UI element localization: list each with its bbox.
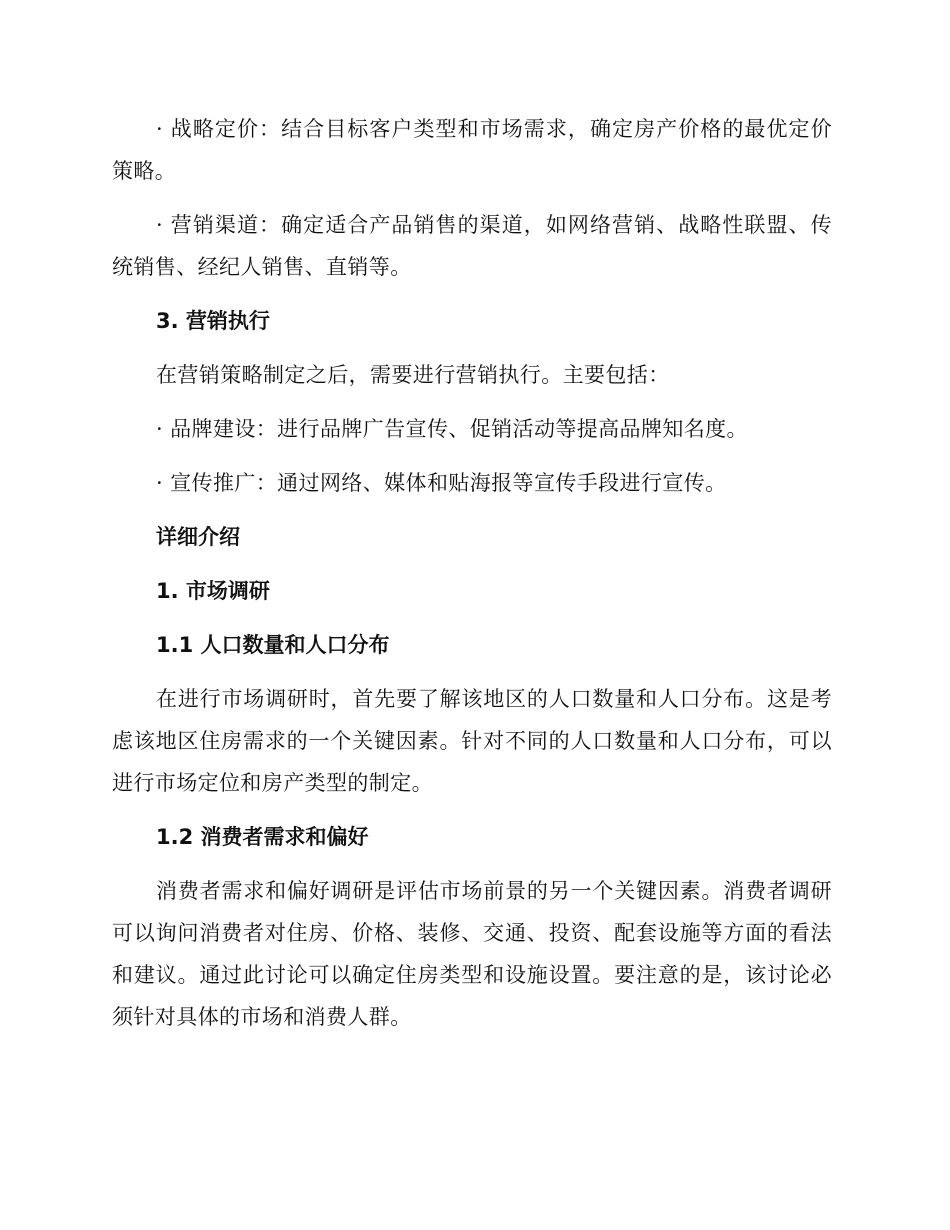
paragraph-population: 在进行市场调研时，首先要了解该地区的人口数量和人口分布。这是考虑该地区住房需求的一个关键因素。针对不同的人口数量和人口分布，可以进行市场定位和房产类型的制定。: [112, 687, 832, 795]
bullet-brand-building: · 品牌建设：进行品牌广告宣传、促销活动等提高品牌知名度。: [156, 417, 748, 441]
document-page: [112, 108, 832, 1038]
bullet-strategic-pricing: · 战略定价：结合目标客户类型和市场需求，确定房产价格的最优定价策略。: [112, 117, 832, 183]
bullet-promotion: · 宣传推广：通过网络、媒体和贴海报等宣传手段进行宣传。: [156, 471, 727, 495]
heading-market-research: 1. 市场调研: [156, 579, 270, 603]
heading-consumer-demand: 1.2 消费者需求和偏好: [156, 825, 369, 849]
paragraph-execution-intro: 在营销策略制定之后，需要进行营销执行。主要包括：: [156, 363, 670, 387]
heading-detailed-intro: 详细介绍: [156, 525, 240, 549]
heading-marketing-execution: 3. 营销执行: [156, 309, 270, 333]
heading-population: 1.1 人口数量和人口分布: [156, 633, 390, 657]
paragraph-consumer-demand: 消费者需求和偏好调研是评估市场前景的另一个关键因素。消费者调研可以询问消费者对住房、价格、装修、交通、投资、配套设施等方面的看法和建议。通过此讨论可以确定住房类型和设施设置。要注意的是，该讨论必须针对具体的市场和消费人群。: [112, 879, 832, 1029]
bullet-marketing-channels: · 营销渠道：确定适合产品销售的渠道，如网络营销、战略性联盟、传统销售、经纪人销售、直销等。: [112, 213, 832, 279]
